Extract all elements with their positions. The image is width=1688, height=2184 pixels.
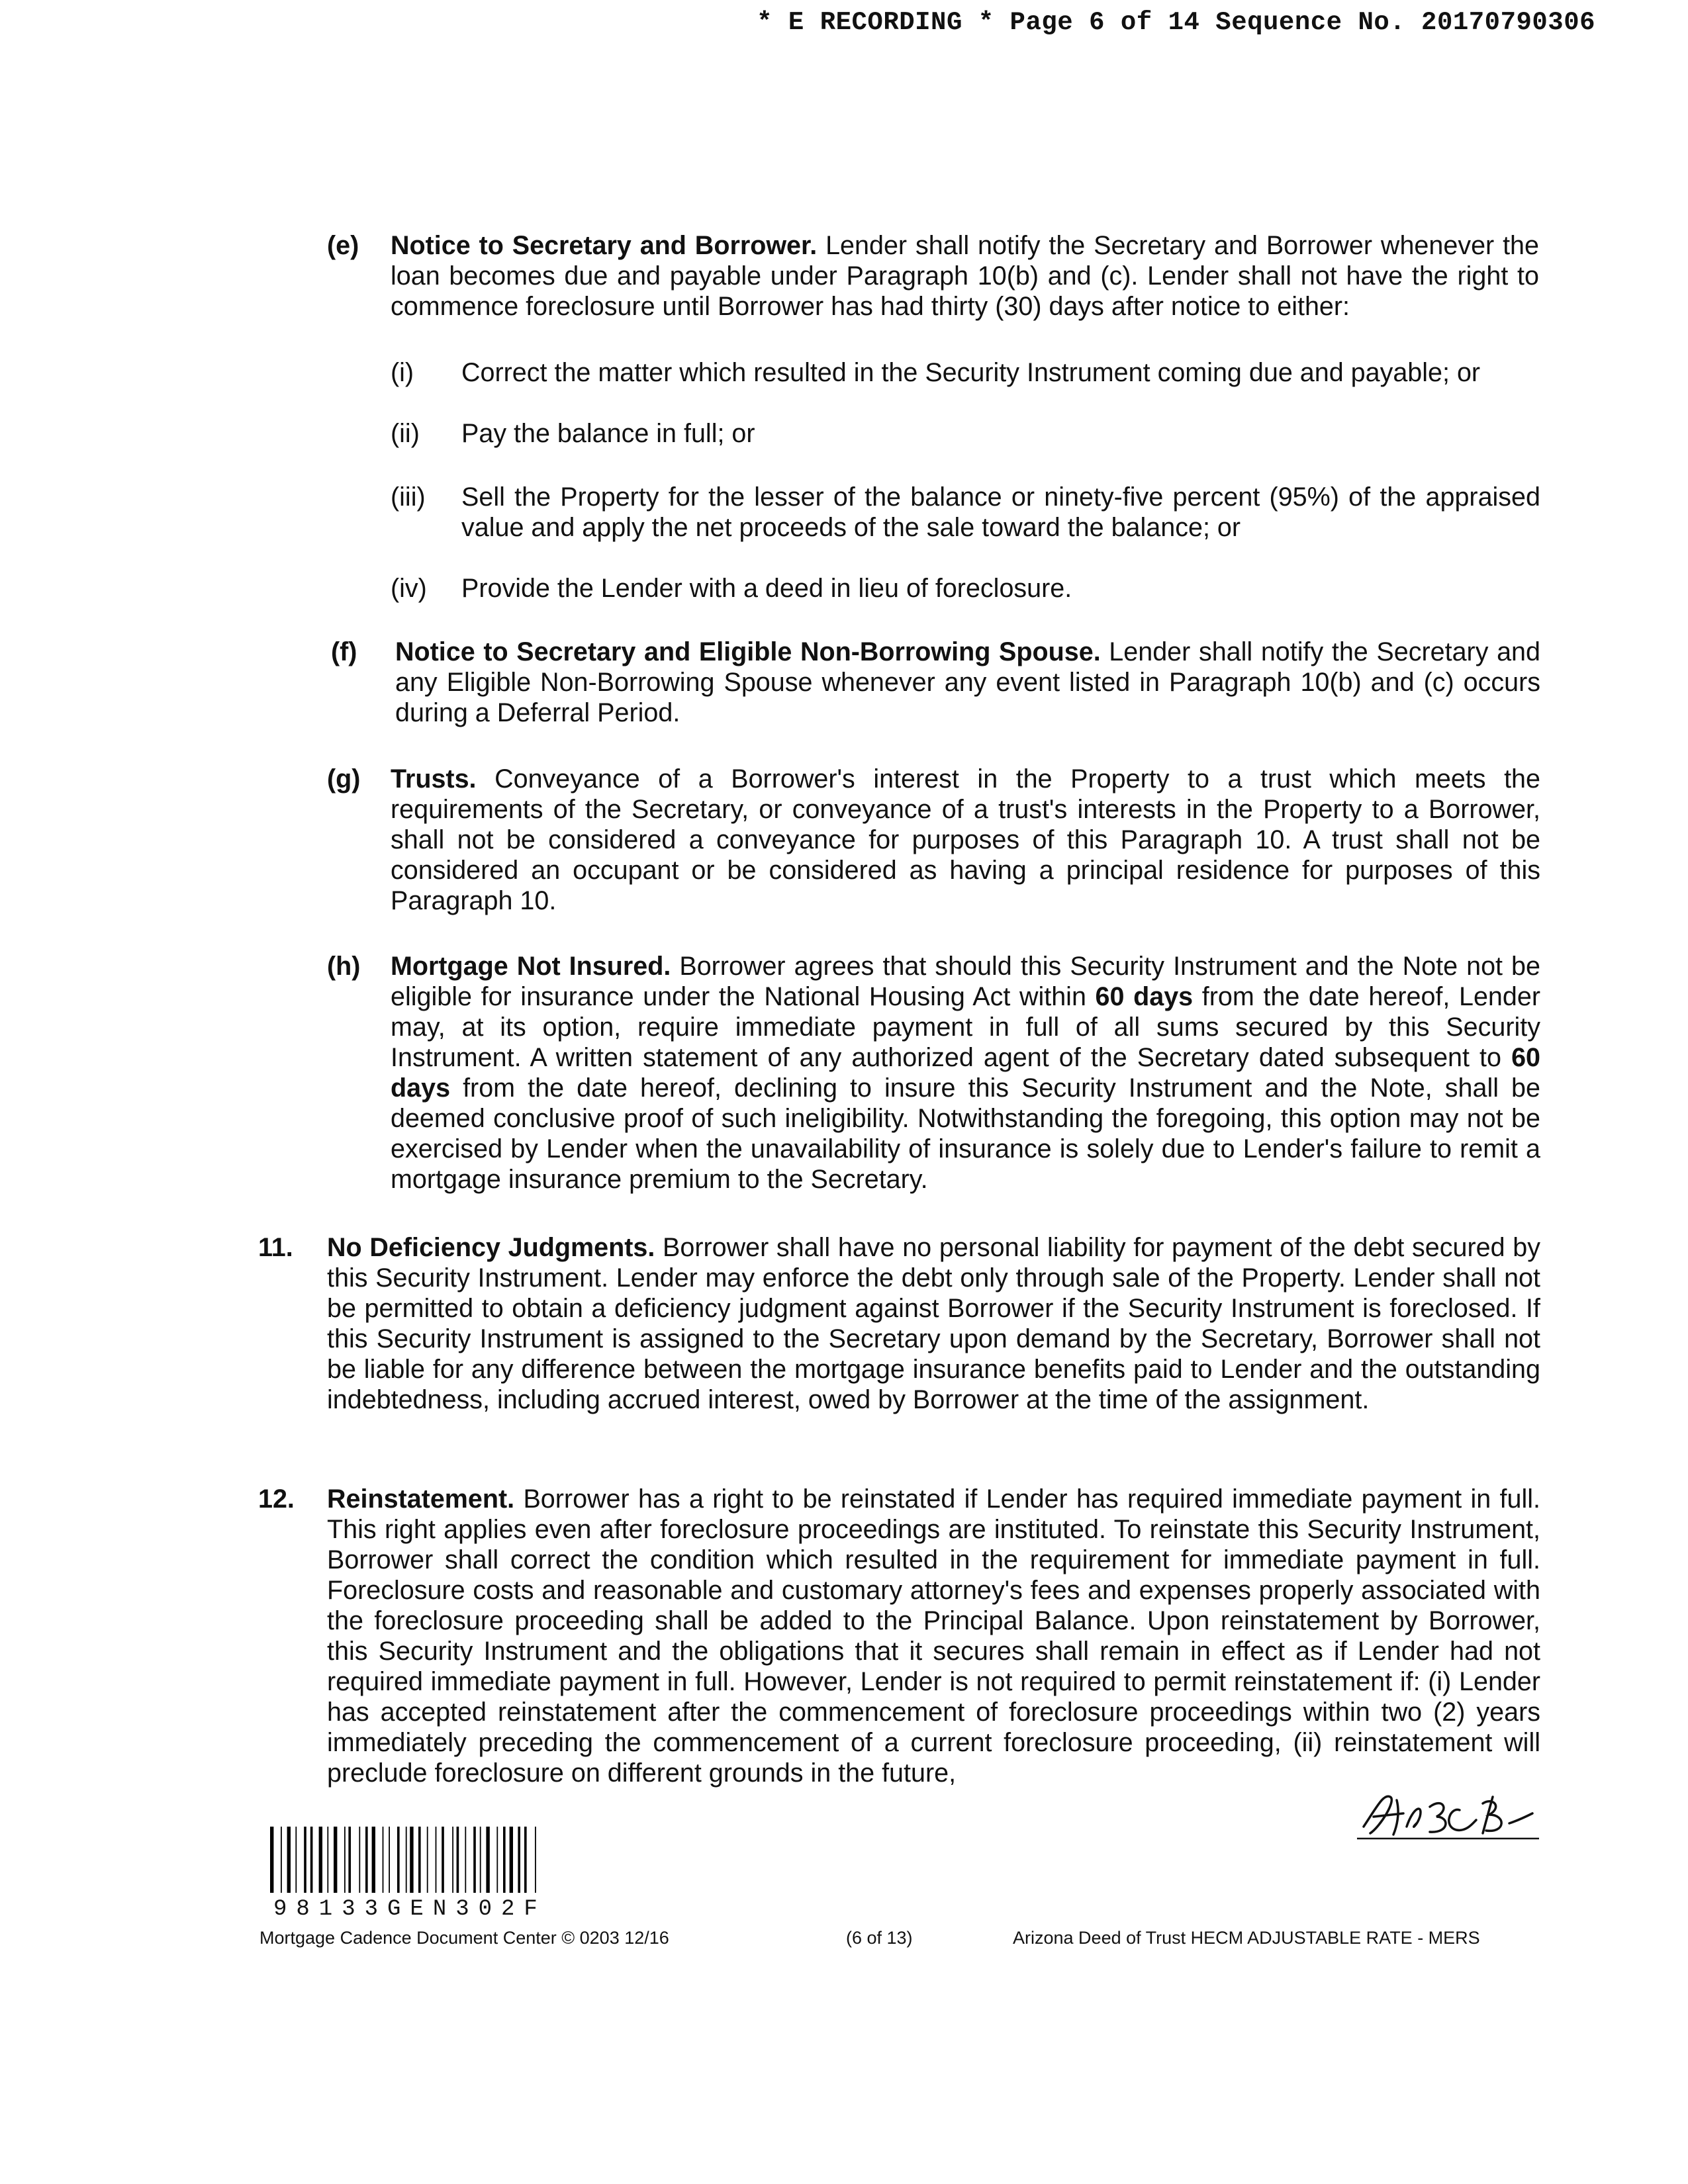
section-e-title: Notice to Secretary and Borrower. [391, 231, 818, 260]
section-g-paragraph [391, 764, 1540, 916]
section-12-label: 12. [258, 1484, 295, 1514]
document-barcode [270, 1827, 581, 1905]
section-h-label: (h) [327, 952, 361, 981]
section-h-days-1: 60 days [1095, 982, 1194, 1011]
sub-item-iii-label: (iii) [391, 482, 426, 512]
section-h-paragraph [391, 951, 1540, 1195]
section-f-label: (f) [331, 637, 357, 666]
borrower-initials-signature [1350, 1787, 1542, 1846]
section-g-label: (g) [327, 764, 361, 794]
sub-item-i-text: Correct the matter which resulted in the Security Instrument coming due and payable; or [461, 358, 1481, 387]
sub-item-iv-text: Provide the Lender with a deed in lieu of foreclosure. [461, 574, 1072, 603]
section-11-label: 11. [258, 1233, 293, 1262]
section-11-body: Borrower shall have no personal liability for payment of the debt secured by this Security Instrument. Lender may enforce the debt only through sale of the Property. Lender shall not be permitted to obtain a deficiency judgment against Borrower if the Security Instrument is foreclosed. If this Security Instrument is assigned to the Secretary upon demand by the Secretary, Borrower shall not be liable for any difference between the mortgage insurance benefits paid to Lender and the outstanding indebtedness, including accrued interest, owed by Borrower at the time of the assignment. [327, 1233, 1540, 1414]
section-12-paragraph [327, 1484, 1540, 1788]
section-12-body: Borrower has a right to be reinstated if Lender has required immediate payment in full. This right applies even after foreclosure proceedings are instituted. To reinstate this Security Instrument, Borrower shall correct the condition which resulted in the requirement for immediate payment in full. Foreclosure costs and reasonable and customary attorney's fees and expenses properly associated with the foreclosure proceeding shall be added to the Principal Balance. Upon reinstatement by Borrower, this Security Instrument and the obligations that it secures shall remain in effect as if Lender had not required immediate payment in full. However, Lender is not required to permit reinstatement if: (i) Lender has accepted reinstatement after the commencement of foreclosure proceedings within two (2) years immediately preceding the commencement of a current foreclosure proceeding, (ii) reinstatement will preclude foreclosure on different grounds in the future, [327, 1484, 1540, 1788]
section-e-paragraph [391, 230, 1539, 322]
sub-item-i-label: (i) [391, 358, 414, 387]
sub-item-ii-text: Pay the balance in full; or [461, 419, 755, 448]
section-f-paragraph [395, 637, 1540, 728]
section-h-title: Mortgage Not Insured. [391, 952, 671, 981]
section-h-body-3: from the date hereof, declining to insure this Security Instrument and the Note, shall be deemed conclusive proof of such ineligibility. Notwithstanding the foregoing, this option may not be exercised by Lender when the unavailability of insurance is solely due to Lender's failure to remit a mortgage insurance premium to the Secretary. [391, 1073, 1540, 1194]
section-11-paragraph [327, 1232, 1540, 1415]
recording-stamp: * E RECORDING * Page 6 of 14 Sequence No. 20170790306 [757, 8, 1595, 37]
section-f-title: Notice to Secretary and Eligible Non-Borrowing Spouse. [395, 637, 1101, 666]
section-11-title: No Deficiency Judgments. [327, 1233, 655, 1262]
section-g-body: Conveyance of a Borrower's interest in the Property to a trust which meets the requirements of the Secretary, or conveyance of a trust's interests in the Property to a Borrower, shall not be considered a conveyance for purposes of this Paragraph 10. A trust shall not be considered an occupant or be considered as having a principal residence for purposes of this Paragraph 10. [391, 764, 1540, 915]
section-f-body: Lender shall notify the Secretary and any Eligible Non-Borrowing Spouse whenever any event listed in Paragraph 10(b) and (c) occurs during a Deferral Period. [395, 637, 1540, 727]
section-g-title: Trusts. [391, 764, 477, 794]
section-12-title: Reinstatement. [327, 1484, 515, 1514]
section-h-body-2: from the date hereof, Lender may, at its option, require immediate payment in full of all sums secured by this Security Instrument. A written statement of any authorized agent of the Secretary dated subsequent to [391, 982, 1540, 1072]
footer-right: Arizona Deed of Trust HECM ADJUSTABLE RATE - MERS [1013, 1928, 1480, 1948]
sub-item-ii-label: (ii) [391, 419, 420, 448]
footer-left: Mortgage Cadence Document Center © 0203 12/16 [259, 1928, 669, 1948]
barcode-number: 98133GEN302F [273, 1897, 547, 1922]
sub-item-iii-text: Sell the Property for the lesser of the balance or ninety-five percent (95%) of the appraised value and apply the net proceeds of the sale toward the balance; or [461, 482, 1540, 542]
sub-item-iv-label: (iv) [391, 574, 427, 603]
section-e-body: Lender shall notify the Secretary and Borrower whenever the loan becomes due and payable under Paragraph 10(b) and (c). Lender shall not have the right to commence foreclosure until Borrower has had thirty (30) days after notice to either: [391, 231, 1539, 321]
section-h-days-2: 60 days [391, 1043, 1540, 1103]
section-h-body-1: Borrower agrees that should this Security Instrument and the Note not be eligible for insurance under the National Housing Act within [391, 952, 1540, 1011]
section-e-label: (e) [327, 231, 359, 260]
footer-page-count: (6 of 13) [846, 1928, 913, 1948]
